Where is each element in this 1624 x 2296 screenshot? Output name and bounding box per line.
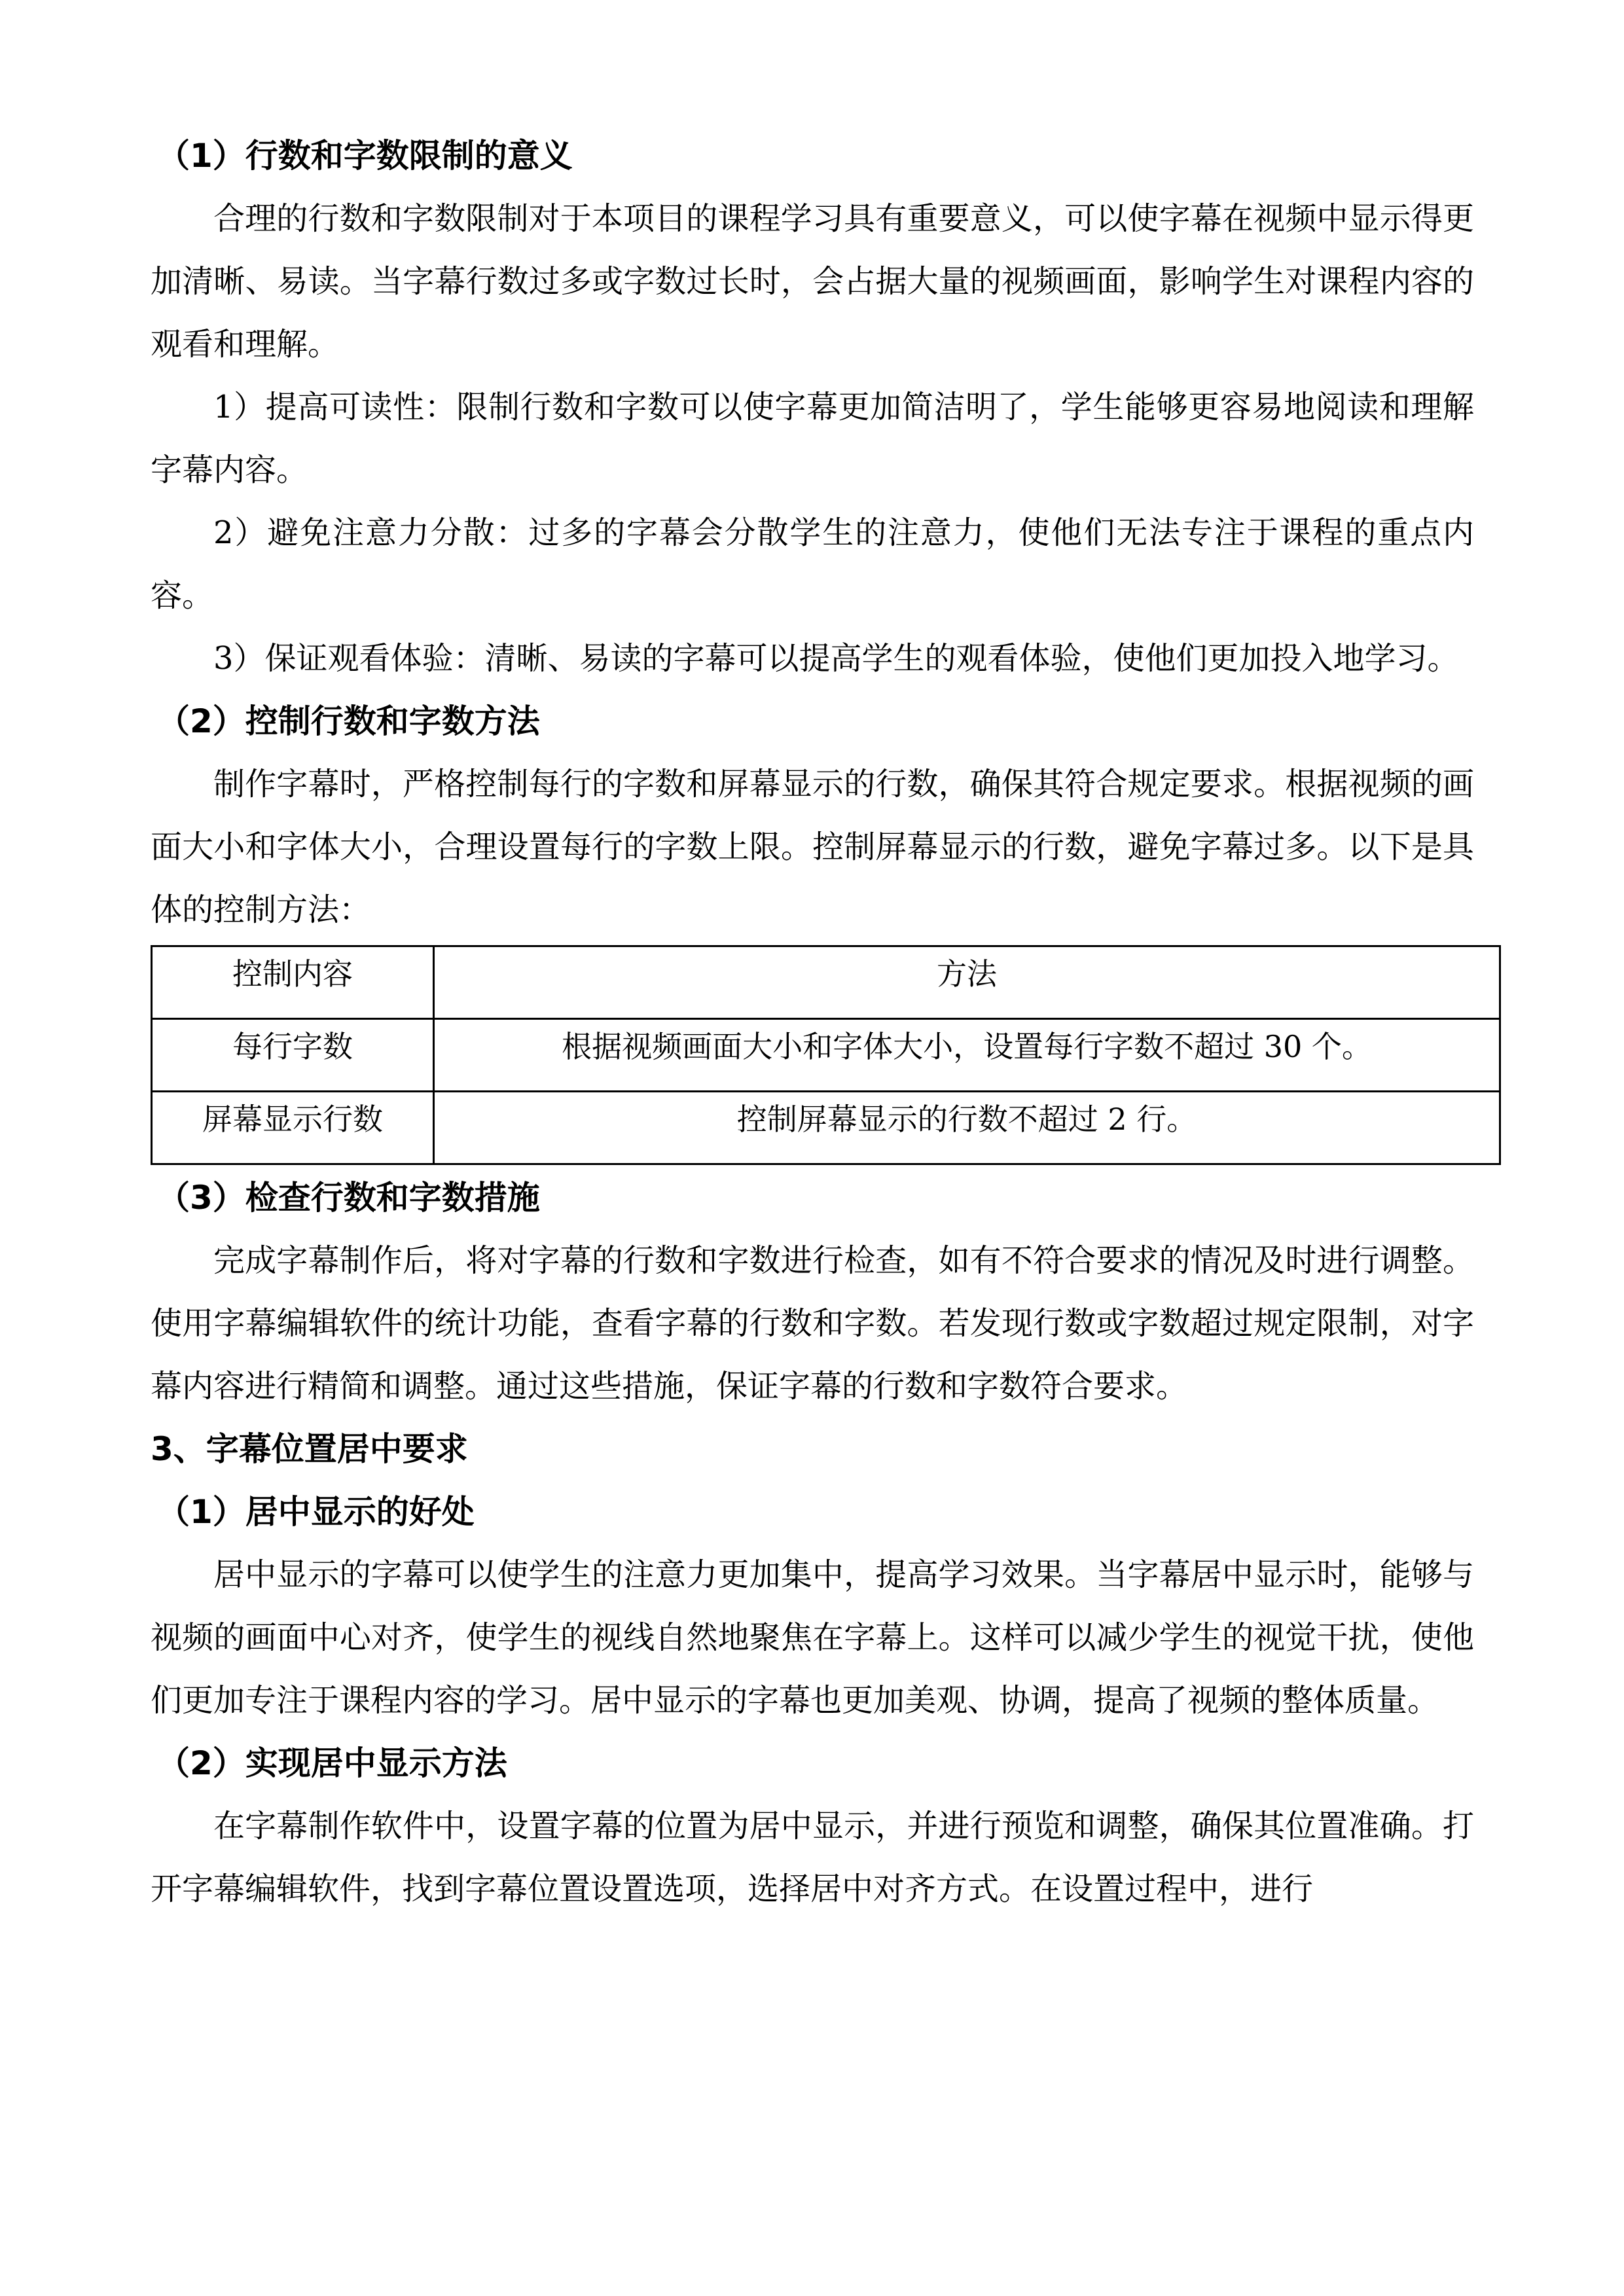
table-row <box>152 1092 1500 1164</box>
table-header-cell: 方法 <box>434 946 1500 1019</box>
section-heading: （1）行数和字数限制的意义 <box>157 137 573 175</box>
body-paragraph: 居中显示的字幕可以使学生的注意力更加集中，提高学习效果。当字幕居中显示时，能够与视频的画面中心对齐，使学生的视线自然地聚焦在字幕上。这样可以减少学生的视觉干扰，使他们更加专注于课程内容的学习。居中显示的字幕也更加美观、协调，提高了视频的整体质量。 <box>151 1556 1474 1719</box>
body-paragraph: 在字幕制作软件中，设置字幕的位置为居中显示，并进行预览和调整，确保其位置准确。打开字幕编辑软件，找到字幕位置设置选项，选择居中对齐方式。在设置过程中，进行 <box>151 1808 1474 1907</box>
document-body <box>151 124 1474 1920</box>
body-paragraph: 合理的行数和字数限制对于本项目的课程学习具有重要意义，可以使字幕在视频中显示得更加清晰、易读。当字幕行数过多或字数过长时，会占据大量的视频画面，影响学生对课程内容的观看和理解。 <box>151 200 1474 363</box>
table-row <box>152 1019 1500 1092</box>
section-heading: （1）居中显示的好处 <box>157 1493 475 1531</box>
section-heading: （2）实现居中显示方法 <box>157 1744 507 1782</box>
control-method-table <box>151 945 1501 1165</box>
body-paragraph: 完成字幕制作后，将对字幕的行数和字数进行检查，如有不符合要求的情况及时进行调整。使用字幕编辑软件的统计功能，查看字幕的行数和字数。若发现行数或字数超过规定限制，对字幕内容进行精简和调整。通过这些措施，保证字幕的行数和字数符合要求。 <box>151 1242 1474 1405</box>
control-table-wrapper <box>151 945 1474 1165</box>
table-cell-control: 每行字数 <box>152 1019 434 1092</box>
section-heading: （2）控制行数和字数方法 <box>157 702 540 740</box>
body-paragraph: 3）保证观看体验：清晰、易读的字幕可以提高学生的观看体验，使他们更加投入地学习。 <box>213 640 1459 677</box>
table-cell-method: 根据视频画面大小和字体大小，设置每行字数不超过 30 个。 <box>434 1019 1500 1092</box>
body-paragraph: 2）避免注意力分散：过多的字幕会分散学生的注意力，使他们无法专注于课程的重点内容。 <box>151 514 1474 614</box>
section-heading: （3）检查行数和字数措施 <box>157 1179 540 1217</box>
section-heading: 3、字幕位置居中要求 <box>151 1430 468 1468</box>
table-cell-method: 控制屏幕显示的行数不超过 2 行。 <box>434 1092 1500 1164</box>
table-cell-control: 屏幕显示行数 <box>152 1092 434 1164</box>
body-paragraph: 1）提高可读性：限制行数和字数可以使字幕更加简洁明了，学生能够更容易地阅读和理解字幕内容。 <box>151 389 1474 488</box>
table-header-cell: 控制内容 <box>152 946 434 1019</box>
table-header-row <box>152 946 1500 1019</box>
body-paragraph: 制作字幕时，严格控制每行的字数和屏幕显示的行数，确保其符合规定要求。根据视频的画面大小和字体大小，合理设置每行的字数上限。控制屏幕显示的行数，避免字幕过多。以下是具体的控制方法： <box>151 766 1474 928</box>
